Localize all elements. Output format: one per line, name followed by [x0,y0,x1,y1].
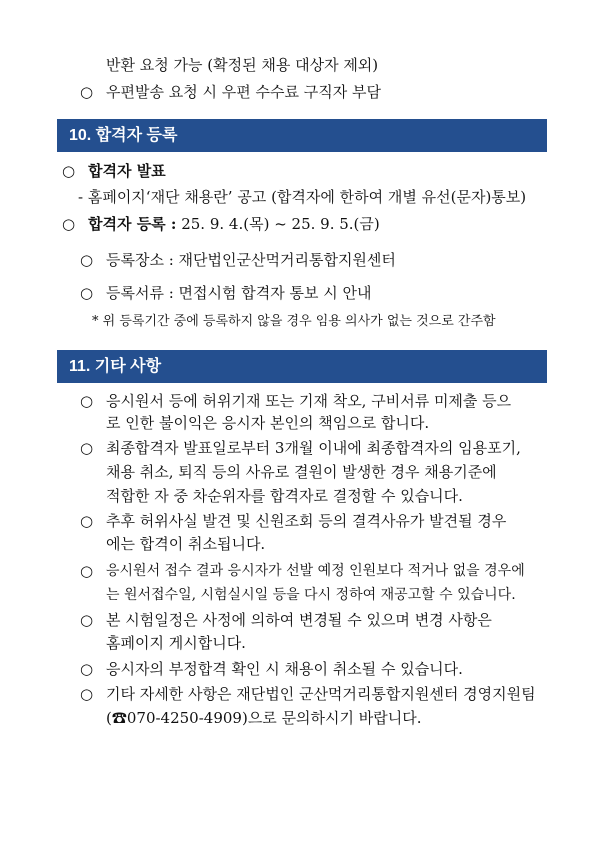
register-note: * 위 등록기간 중에 등록하지 않을 경우 임용 의사가 없는 것으로 간주함 [92,314,496,329]
circle-bullet-icon: ○ [80,660,94,678]
register-label: 합격자 등록 : [88,215,177,233]
list-item-line: 채용 취소, 퇴직 등의 사유로 결원이 발생한 경우 채용기준에 [106,463,497,481]
list-item-line: 기타 자세한 사항은 재단법인 군산먹거리통합지원센터 경영지원팀 [106,685,536,703]
list-item-line: 응시자의 부정합격 확인 시 채용이 취소될 수 있습니다. [106,660,463,678]
list-item-line: 응시원서 접수 결과 응시자가 선발 예정 인원보다 적거나 없을 경우에 [106,563,525,579]
circle-bullet-icon: ○ [80,685,94,703]
circle-bullet-icon: ○ [80,611,94,629]
list-item-line: 추후 허위사실 발견 및 신원조회 등의 결격사유가 발견될 경우 [106,512,507,530]
announce-detail: - 홈페이지‘재단 채용란’ 공고 (합격자에 한하여 개별 유선(문자)통보) [78,188,527,206]
register-place: 등록장소 : 재단법인군산먹거리통합지원센터 [106,251,396,269]
circle-bullet-icon: ○ [80,251,94,269]
circle-bullet-icon: ○ [80,83,94,101]
return-request-text: 반환 요청 가능 (확정된 채용 대상자 제외) [106,56,379,74]
section-10-header: 10. 합격자 등록 [57,119,547,152]
circle-bullet-icon: ○ [62,162,76,180]
list-item-line: 본 시험일정은 사정에 의하여 변경될 수 있으며 변경 사항은 [106,611,492,629]
circle-bullet-icon: ○ [80,439,94,457]
list-item-line: 에는 합격이 취소됩니다. [106,535,266,553]
list-item-line: 적합한 자 중 차순위자를 합격자로 결정할 수 있습니다. [106,487,463,505]
list-item-line: 로 인한 불이익은 응시자 본인의 책임으로 합니다. [106,414,430,432]
register-docs: 등록서류 : 면접시험 합격자 통보 시 안내 [106,284,372,302]
list-item-line: 홈페이지 게시합니다. [106,634,246,652]
register-line [88,214,380,234]
list-item-line: 응시원서 등에 허위기재 또는 기재 착오, 구비서류 미제출 등으 [106,392,512,410]
postal-fee-text: 우편발송 요청 시 우편 수수료 구직자 부담 [106,83,381,101]
list-item-line: 는 원서접수일, 시험실시일 등을 다시 정하여 재공고할 수 있습니다. [106,587,516,603]
list-item-line: (☎070-4250-4909)으로 문의하시기 바랍니다. [106,709,422,727]
section-11-header: 11. 기타 사항 [57,350,547,383]
list-item-line: 최종합격자 발표일로부터 3개월 이내에 최종합격자의 임용포기, [106,439,521,457]
register-period: 25. 9. 4.(목) ~ 25. 9. 5.(금) [181,215,380,233]
circle-bullet-icon: ○ [80,392,94,410]
circle-bullet-icon: ○ [80,562,94,580]
circle-bullet-icon: ○ [62,215,76,233]
circle-bullet-icon: ○ [80,512,94,530]
announce-label: 합격자 발표 [88,162,166,180]
circle-bullet-icon: ○ [80,284,94,302]
